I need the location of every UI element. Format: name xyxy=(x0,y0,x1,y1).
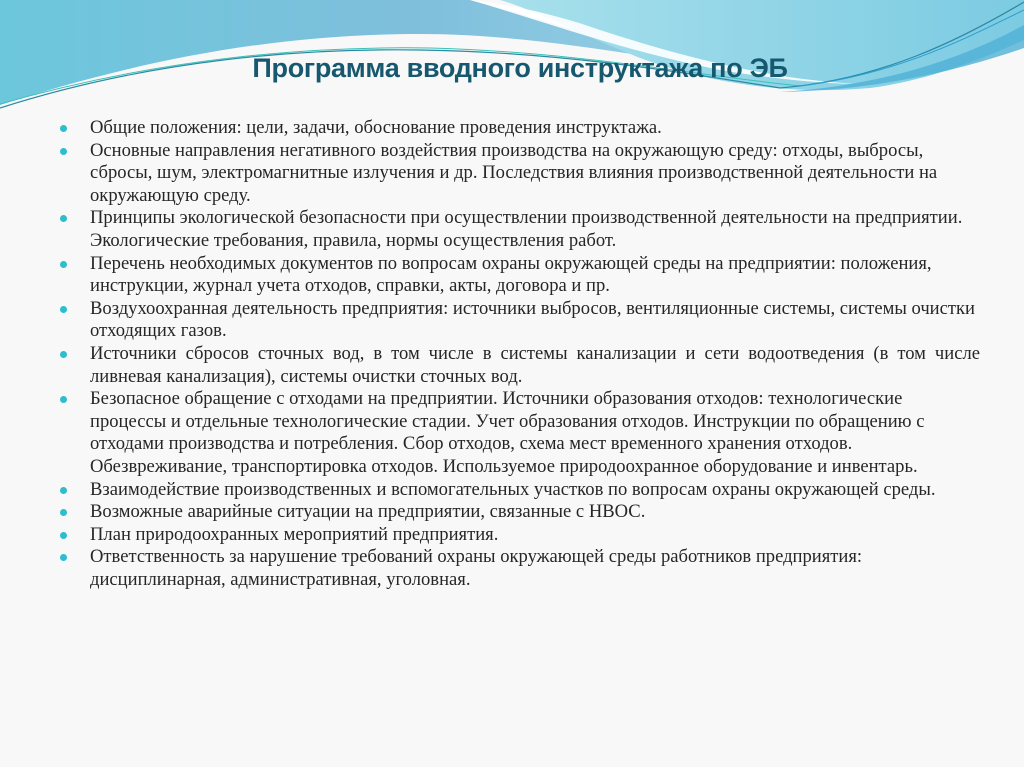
list-item-text: Основные направления негативного воздействия производства на окружающую среду: отходы, выбросы, сбросы, шум, электромагнитные излучения и др. Последствия влияния производственной деятельности на окружающую среду. xyxy=(90,139,938,206)
list-item xyxy=(60,117,980,140)
bullet-dot-icon xyxy=(60,351,67,358)
bullet-list xyxy=(60,117,980,591)
bullet-dot-icon xyxy=(60,532,67,539)
list-item-text: План природоохранных мероприятий предприятия. xyxy=(90,523,499,545)
list-item-text: Общие положения: цели, задачи, обоснование проведения инструктажа. xyxy=(90,117,662,138)
bullet-dot-icon xyxy=(60,396,67,403)
bullet-dot-icon xyxy=(60,306,67,313)
list-item xyxy=(60,343,980,388)
list-item-text: Принципы экологической безопасности при осуществлении производственной деятельности на предприятии. Экологические требования, правила, нормы осуществления работ. xyxy=(90,207,963,251)
list-item-text: Безопасное обращение с отходами на предприятии. Источники образования отходов: технологические процессы и отдельные технологические стадии. Учет образования отходов. Инструкции по обращению с отходами производства и потребления. Сбор отходов, схема мест временного хранения отходов. Обезвреживание, транспортировка отходов. Используемое природоохранное оборудование и инвентарь. xyxy=(90,388,925,477)
list-item-text: Источники сбросов сточных вод, в том числе в системы канализации и сети водоотведения (в том числе ливневая канализация), системы очистки сточных вод. xyxy=(90,342,980,387)
list-item xyxy=(60,298,980,343)
bullet-dot-icon xyxy=(60,509,67,516)
list-item xyxy=(60,479,980,502)
list-item xyxy=(60,501,980,524)
slide-title: Программа вводного инструктажа по ЭБ xyxy=(252,53,788,83)
list-item xyxy=(60,524,980,547)
bullet-dot-icon xyxy=(60,148,67,155)
list-item-text: Ответственность за нарушение требований охраны окружающей среды работников предприятия: дисциплинарная, административная, уголовная. xyxy=(90,546,863,590)
bullet-dot-icon xyxy=(60,215,67,222)
list-item-text: Взаимодействие производственных и вспомогательных участков по вопросам охраны окружающей среды. xyxy=(90,478,936,500)
bullet-dot-icon xyxy=(60,261,67,268)
list-item-text: Возможные аварийные ситуации на предприятии, связанные с НВОС. xyxy=(90,501,646,523)
list-item xyxy=(60,207,980,252)
bullet-dot-icon xyxy=(60,125,67,132)
bullet-dot-icon xyxy=(60,487,67,494)
bullet-dot-icon xyxy=(60,554,67,561)
list-item xyxy=(60,546,980,591)
list-item xyxy=(60,253,980,298)
list-item xyxy=(60,140,980,208)
list-item xyxy=(60,388,980,478)
list-item-text: Воздухоохранная деятельность предприятия: источники выбросов, вентиляционные системы, системы очистки отходящих газов. xyxy=(90,297,976,342)
list-item-text: Перечень необходимых документов по вопросам охраны окружающей среды на предприятии: положения, инструкции, журнал учета отходов, справки, акты, договора и пр. xyxy=(90,252,932,297)
